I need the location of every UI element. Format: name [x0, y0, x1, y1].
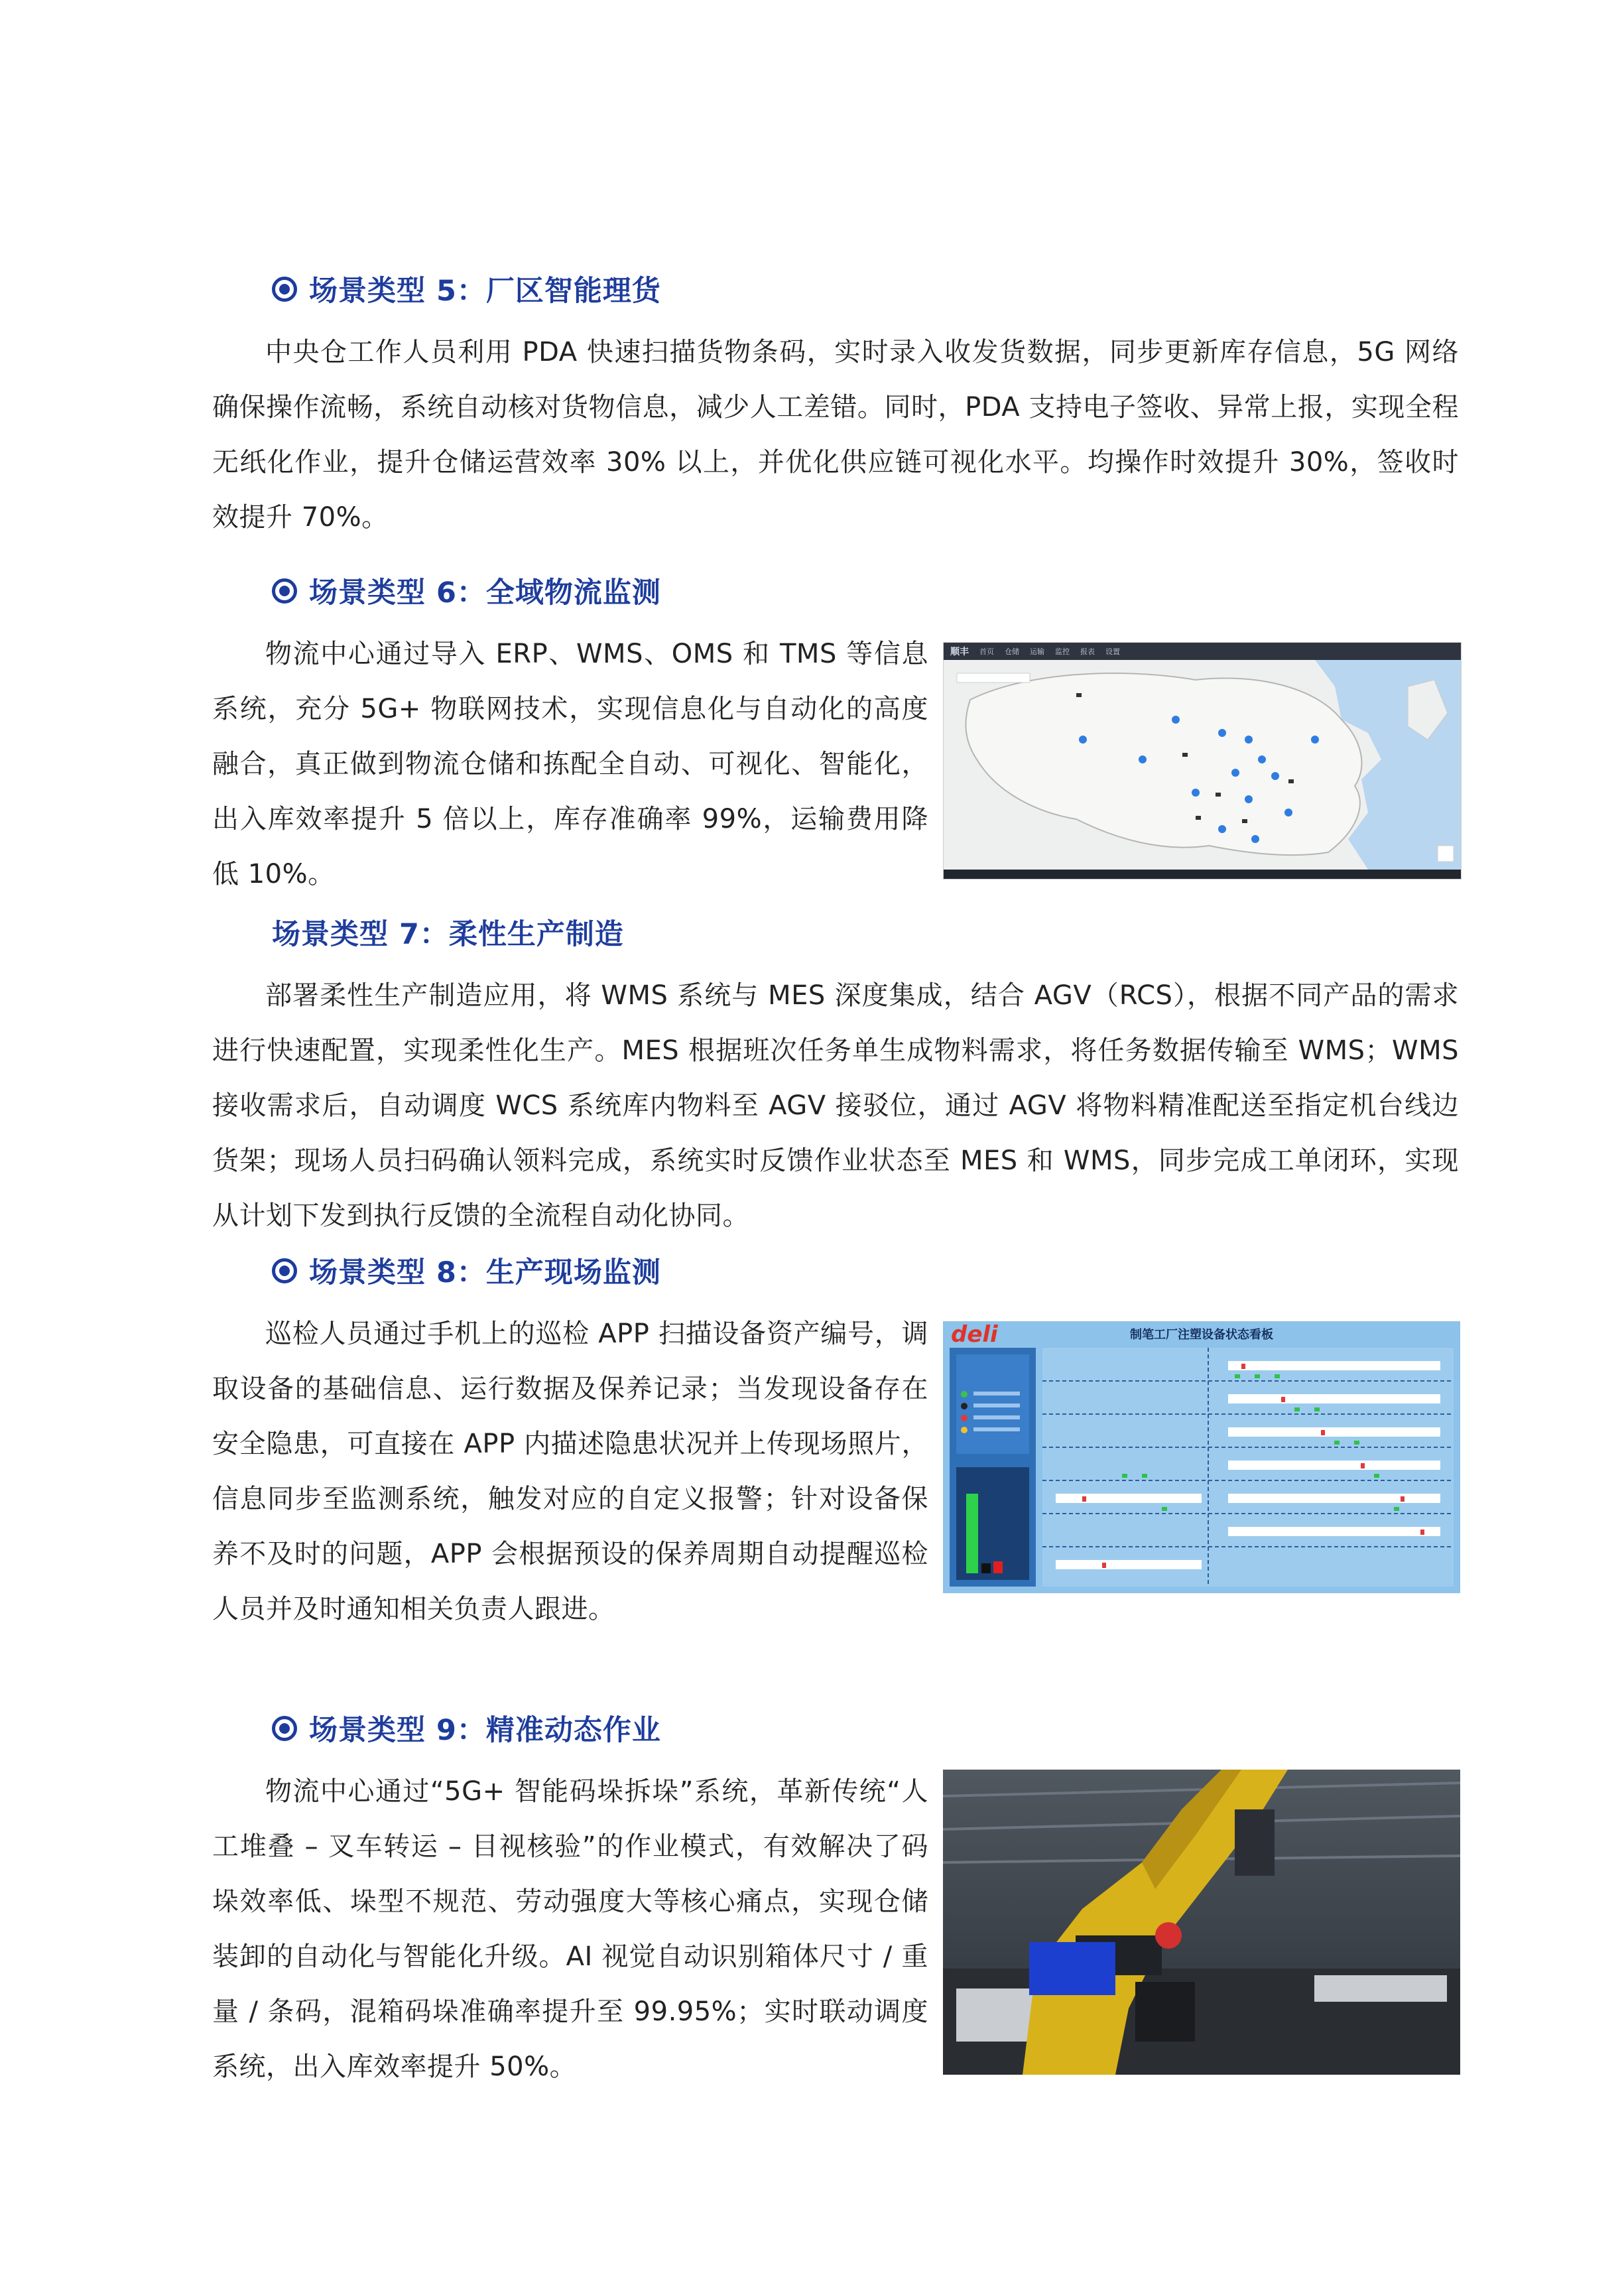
radio-bullet-icon	[272, 1258, 297, 1283]
robot-photo-graphic	[943, 1770, 1460, 2075]
equipment-grid-graphic	[1042, 1348, 1454, 1587]
section-heading-5	[272, 269, 661, 309]
section-heading-text: 场景类型 7：柔性生产制造	[272, 918, 624, 951]
map-nav-item: 运输	[1030, 647, 1044, 656]
map-nav-item: 仓储	[1005, 647, 1019, 656]
radio-bullet-icon	[272, 1716, 297, 1741]
logistics-map-screenshot	[943, 642, 1462, 879]
section-paragraph-9: 物流中心通过“5G+ 智能码垛拆垛”系统，革新传统“人工堆叠 – 叉车转运 – 目视核验”的作业模式，有效解决了码垛效率低、垛型不规范、劳动强度大等核心痛点，实现仓储装卸的自动化与智能化升级。AI 视觉自动识别箱体尺寸 / 重量 / 条码，混箱码垛准确率提升至 99.95%；实时联动调度系统，出入库效率提升 50%。	[212, 1776, 928, 2082]
map-logo: 顺丰	[950, 647, 969, 657]
map-statusbar	[944, 870, 1461, 879]
section-heading-7	[272, 912, 624, 952]
map-toolbar	[944, 643, 1461, 660]
section-heading-9	[272, 1708, 661, 1748]
section-paragraph-8: 巡检人员通过手机上的巡检 APP 扫描设备资产编号，调取设备的基础信息、运行数据及保养记录；当发现设备存在安全隐患，可直接在 APP 内描述隐患状况并上传现场照片，信息同步至监测系统，触发对应的自定义报警；针对设备保养不及时的问题，APP 会根据预设的保养周期自动提醒巡检人员并及时通知相关负责人跟进。	[212, 1319, 928, 1624]
map-nav-item: 设置	[1105, 647, 1120, 656]
section-heading-text: 场景类型 8：生产现场监测	[309, 1256, 661, 1289]
section-heading-8	[272, 1250, 661, 1291]
section-paragraph-5: 中央仓工作人员利用 PDA 快速扫描货物条码，实时录入收发货数据，同步更新库存信息，5G 网络确保操作流畅，系统自动核对货物信息，减少人工差错。同时，PDA 支持电子签收、异常上报，实现全程无纸化作业，提升仓储运营效率 30% 以上，并优化供应链可视化水平。均操作时效提升 30%，签收时效提升 70%。	[212, 337, 1459, 533]
section-paragraph-7: 部署柔性生产制造应用，将 WMS 系统与 MES 深度集成，结合 AGV（RCS），根据不同产品的需求进行快速配置，实现柔性化生产。MES 根据班次任务单生成物料需求，将任务数据传输至 WMS；WMS 接收需求后，自动调度 WCS 系统库内物料至 AGV 接驳位，通过 AGV 将物料精准配送至指定机台线边货架；现场人员扫码确认领料完成，系统实时反馈作业状态至 MES 和 WMS，同步完成工单闭环，实现从计划下发到执行反馈的全流程自动化协同。	[212, 980, 1459, 1231]
section-paragraph-6: 物流中心通过导入 ERP、WMS、OMS 和 TMS 等信息系统，充分 5G+ 物联网技术，实现信息化与自动化的高度融合，真正做到物流仓储和拣配全自动、可视化、智能化，出入库效率提升 5 倍以上，库存准确率 99%，运输费用降低 10%。	[212, 639, 928, 889]
map-nav-item: 首页	[979, 647, 994, 656]
radio-bullet-icon	[272, 578, 297, 604]
palletizing-robot-photo	[943, 1770, 1460, 2075]
section-heading-6	[272, 570, 661, 611]
section-heading-text: 场景类型 5：厂区智能理货	[309, 275, 661, 308]
dashboard-brand-logo: deli	[951, 1321, 998, 1348]
section-heading-text: 场景类型 6：全域物流监测	[309, 576, 661, 610]
summary-chart-graphic	[950, 1348, 1036, 1587]
dashboard-summary-panel	[950, 1348, 1036, 1587]
radio-bullet-icon	[272, 277, 297, 302]
section-heading-text: 场景类型 9：精准动态作业	[309, 1714, 661, 1747]
map-nav-item: 监控	[1055, 647, 1070, 656]
china-map-graphic	[944, 660, 1461, 870]
equipment-dashboard-screenshot	[943, 1321, 1460, 1593]
map-nav-item: 报表	[1080, 647, 1095, 656]
dashboard-title: 制笔工厂注塑设备状态看板	[1130, 1328, 1273, 1342]
